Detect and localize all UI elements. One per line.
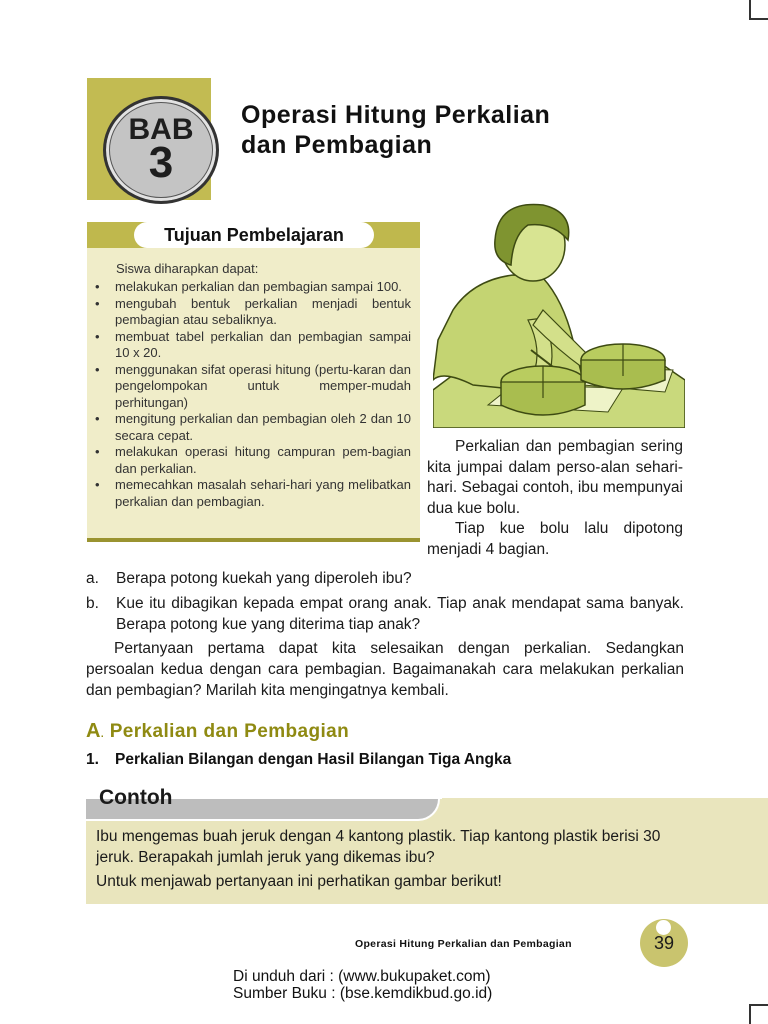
example-label: Contoh [99,786,173,809]
objective-item: • melakukan operasi hitung campuran pem-bagian dan perkalian. [93,444,411,477]
chapter-number: 3 [148,138,174,187]
objectives-heading: Tujuan Pembelajaran [134,222,374,248]
crop-mark-bottom-right [749,1004,768,1024]
running-footer-title: Operasi Hitung Perkalian dan Pembagian [355,938,572,950]
objective-item: • mengitung perkalian dan pembagian oleh 2 dan 10 secara cepat. [93,411,411,444]
question-text: Berapa potong kuekah yang diperoleh ibu? [116,570,412,587]
chapter-badge [103,96,219,204]
chapter-badge-label: BAB [128,113,194,146]
section-letter: A [86,720,101,742]
subsection-heading [86,751,511,769]
subsection-number: 1. [86,751,99,768]
question-letter: a. [86,570,99,587]
chapter-title-line-1: Operasi Hitung Perkalian [241,101,551,129]
page-number: 39 [653,933,675,953]
question-text: Kue itu dibagikan kepada empat orang anak. Tiap anak mendapat sama banyak. Berapa potong kue yang diterima tiap anak? [116,595,684,633]
section-heading [86,720,349,743]
source-credit [233,968,492,1002]
question-letter: b. [86,595,99,612]
objectives-bottom-rule [87,538,420,542]
objective-item: • memecahkan masalah sehari-hari yang melibatkan perkalian dan pembagian. [93,477,411,510]
intro-text [427,437,683,560]
section-dot: . [100,729,105,740]
intro-paragraph-1: Perkalian dan pembagian sering kita jumpai dalam perso-alan sehari-hari. Sebagai contoh, ibu mempunyai dua kue bolu. [427,438,683,517]
section-title: Perkalian dan Pembagian [109,721,350,742]
objectives-list [93,279,411,510]
objective-item: • mengubah bentuk perkalian menjadi bentuk pembagian atau sebaliknya. [93,296,411,329]
question-b [86,593,684,635]
objective-item: • melakukan perkalian dan pembagian sampai 100. [93,279,411,296]
intro-paragraph-2: Tiap kue bolu lalu dipotong menjadi 4 bagian. [427,520,683,558]
subsection-title: Perkalian Bilangan dengan Hasil Bilangan Tiga Angka [115,751,512,768]
chapter-title [241,100,550,160]
objective-item: • membuat tabel perkalian dan pembagian sampai 10 x 20. [93,329,411,362]
download-source: Di unduh dari : (www.bukupaket.com) [233,968,491,985]
objective-item: • menggunakan sifat operasi hitung (pertu-karan dan pengelompokan untuk memper-mudah perhitungan) [93,362,411,412]
objectives-intro: Siswa diharapkan dapat: [116,261,259,276]
crop-mark-top-right [749,0,768,20]
question-a [86,568,684,589]
cake-cutting-illustration [433,200,685,428]
example-instruction: Untuk menjawab pertanyaan ini perhatikan gambar berikut! [96,873,502,890]
example-problem: Ibu mengemas buah jeruk dengan 4 kantong plastik. Tiap kantong plastik berisi 30 jeruk. Berapakah jumlah jeruk yang dikemas ibu? [96,828,661,866]
explanation-paragraph: Pertanyaan pertama dapat kita selesaikan dengan perkalian. Sedangkan persoalan kedua dengan cara pembagian. Bagaimanakah cara melakukan perkalian dan pembagian? Marilah kita mengingatnya kembali. [86,640,684,699]
learning-objectives-box [87,222,420,542]
chapter-title-line-2: dan Pembagian [241,131,433,159]
example-text [96,826,696,892]
book-source: Sumber Buku : (bse.kemdikbud.go.id) [233,985,493,1002]
